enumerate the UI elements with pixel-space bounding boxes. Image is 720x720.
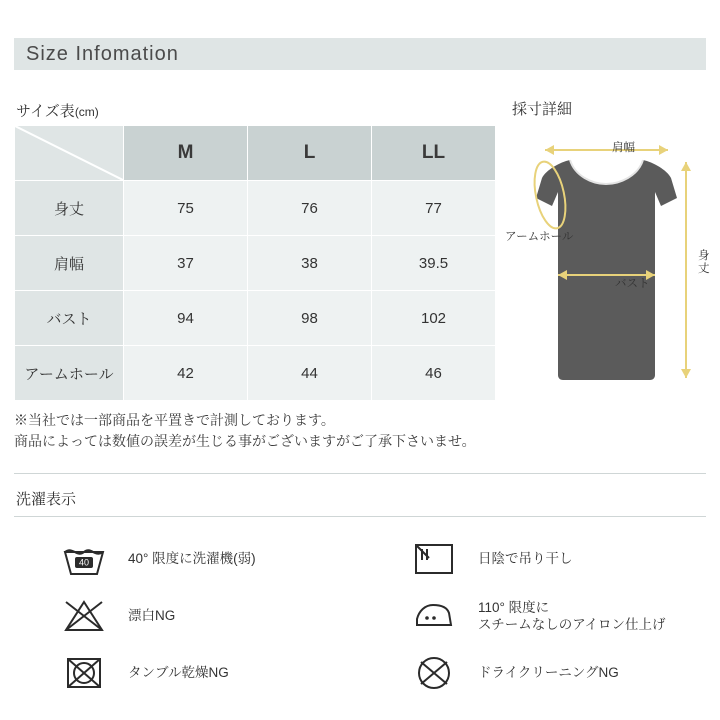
size-table-label-text: サイズ表 bbox=[16, 103, 75, 120]
wash-care-text-line2: スチームなしのアイロン仕上げ bbox=[478, 616, 666, 632]
table-col-header: L bbox=[248, 126, 372, 181]
table-cell: 102 bbox=[372, 291, 496, 346]
caption-body-length: 身丈 bbox=[698, 250, 710, 275]
table-row bbox=[15, 346, 496, 401]
wash-care-text-line1: 日陰で吊り干し bbox=[478, 551, 573, 566]
table-cell: 46 bbox=[372, 346, 496, 401]
wash-care-text-line1: タンブル乾燥NG bbox=[128, 665, 229, 680]
table-header-row bbox=[15, 126, 496, 181]
table-cell: 98 bbox=[248, 291, 372, 346]
wash-care-text-line1: 110° 限度に bbox=[478, 599, 550, 615]
table-cell: 39.5 bbox=[372, 236, 496, 291]
table-row-header: 身丈 bbox=[15, 181, 124, 236]
table-row-header: バスト bbox=[15, 291, 124, 346]
wash-care-text bbox=[128, 607, 175, 624]
section-divider bbox=[14, 473, 706, 474]
measurement-note-line2: 商品によっては数値の誤差が生じる事がございますがご了承下さいませ。 bbox=[14, 433, 476, 449]
wash-care-text-line1: 40° 限度に洗濯機(弱) bbox=[128, 551, 256, 566]
table-cell: 44 bbox=[248, 346, 372, 401]
wash-care-grid bbox=[14, 530, 706, 701]
table-cell: 75 bbox=[124, 181, 248, 236]
no-tumble-dry-icon bbox=[56, 650, 112, 696]
measurement-note-line1: ※当社では一部商品を平置きで計測しております。 bbox=[14, 412, 335, 428]
wash-care-item bbox=[364, 530, 706, 587]
wash-care-text bbox=[478, 599, 666, 633]
wash-care-underline bbox=[14, 516, 706, 517]
page-title: Size Infomation bbox=[26, 42, 179, 65]
wash-care-text bbox=[478, 550, 573, 567]
table-row bbox=[15, 181, 496, 236]
tank-top-diagram-icon bbox=[500, 120, 712, 410]
garment-measurement-illustration bbox=[500, 120, 712, 410]
table-row bbox=[15, 236, 496, 291]
wash-care-item bbox=[14, 644, 364, 701]
measurement-note bbox=[14, 410, 476, 452]
table-cell: 38 bbox=[248, 236, 372, 291]
wash-care-item bbox=[364, 644, 706, 701]
table-cell: 42 bbox=[124, 346, 248, 401]
wash-care-item bbox=[364, 587, 706, 644]
table-col-header: M bbox=[124, 126, 248, 181]
size-table bbox=[14, 125, 496, 401]
washing-machine-40-icon bbox=[56, 536, 112, 582]
wash-care-text bbox=[128, 664, 229, 681]
wash-care-item bbox=[14, 587, 364, 644]
table-corner-cell bbox=[15, 126, 124, 181]
page-header-band bbox=[14, 38, 706, 70]
table-cell: 76 bbox=[248, 181, 372, 236]
wash-care-item bbox=[14, 530, 364, 587]
svg-text:40: 40 bbox=[78, 557, 90, 567]
caption-bust: バスト bbox=[615, 278, 650, 290]
no-bleach-icon bbox=[56, 593, 112, 639]
wash-care-text bbox=[478, 664, 619, 681]
caption-armhole: アームホール bbox=[505, 231, 574, 243]
no-dry-clean-icon bbox=[406, 650, 462, 696]
table-cell: 77 bbox=[372, 181, 496, 236]
hang-dry-shade-icon bbox=[406, 536, 462, 582]
wash-care-text bbox=[128, 550, 256, 567]
wash-care-text-line1: 漂白NG bbox=[128, 608, 176, 623]
table-row-header: アームホール bbox=[15, 346, 124, 401]
wash-care-label: 洗濯表示 bbox=[16, 491, 77, 508]
measurement-detail-label: 採寸詳細 bbox=[512, 101, 573, 118]
table-cell: 37 bbox=[124, 236, 248, 291]
table-row-header: 肩幅 bbox=[15, 236, 124, 291]
wash-care-text-line1: ドライクリーニングNG bbox=[478, 665, 619, 680]
diagonal-slash-icon bbox=[15, 126, 123, 180]
size-table-unit: (cm) bbox=[74, 105, 99, 119]
iron-110-no-steam-icon bbox=[406, 593, 462, 639]
table-cell: 94 bbox=[124, 291, 248, 346]
size-table-label bbox=[16, 100, 99, 121]
table-row bbox=[15, 291, 496, 346]
caption-shoulder-width: 肩幅 bbox=[612, 142, 635, 154]
table-col-header: LL bbox=[372, 126, 496, 181]
